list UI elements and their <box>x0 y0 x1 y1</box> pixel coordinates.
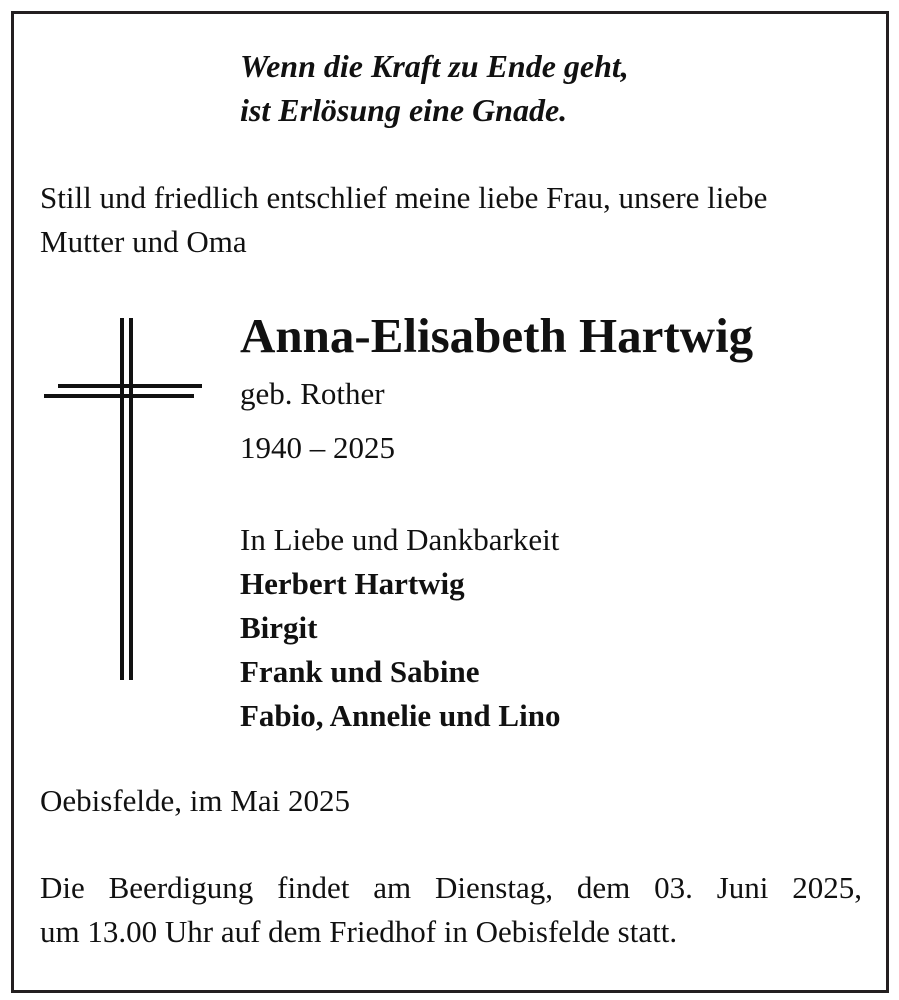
intro-text <box>40 176 870 264</box>
funeral-info <box>40 866 862 954</box>
maiden-name: geb. Rother <box>240 376 385 411</box>
family-member: Fabio, Annelie und Lino <box>240 698 561 733</box>
deceased-name: Anna-Elisabeth Hartwig <box>240 308 754 363</box>
intro-line-2: Mutter und Oma <box>40 224 247 259</box>
place-and-date: Oebisfelde, im Mai 2025 <box>40 783 350 818</box>
funeral-line-1: Die Beerdigung findet am Dienstag, dem 03. Juni 2025, <box>40 870 862 905</box>
quote-line-2: ist Erlösung eine Gnade. <box>240 92 568 128</box>
family-signatures <box>240 518 560 738</box>
dedication-line: In Liebe und Dankbarkeit <box>240 522 560 557</box>
memorial-quote <box>240 44 629 132</box>
life-years: 1940 – 2025 <box>240 430 395 465</box>
double-line-cross-icon <box>40 316 210 682</box>
family-member: Herbert Hartwig <box>240 566 465 601</box>
intro-line-1: Still und friedlich entschlief meine liebe Frau, unsere liebe <box>40 180 768 215</box>
family-member: Birgit <box>240 610 318 645</box>
family-member: Frank und Sabine <box>240 654 480 689</box>
quote-line-1: Wenn die Kraft zu Ende geht, <box>240 48 629 84</box>
funeral-line-2: um 13.00 Uhr auf dem Friedhof in Oebisfelde statt. <box>40 914 678 949</box>
